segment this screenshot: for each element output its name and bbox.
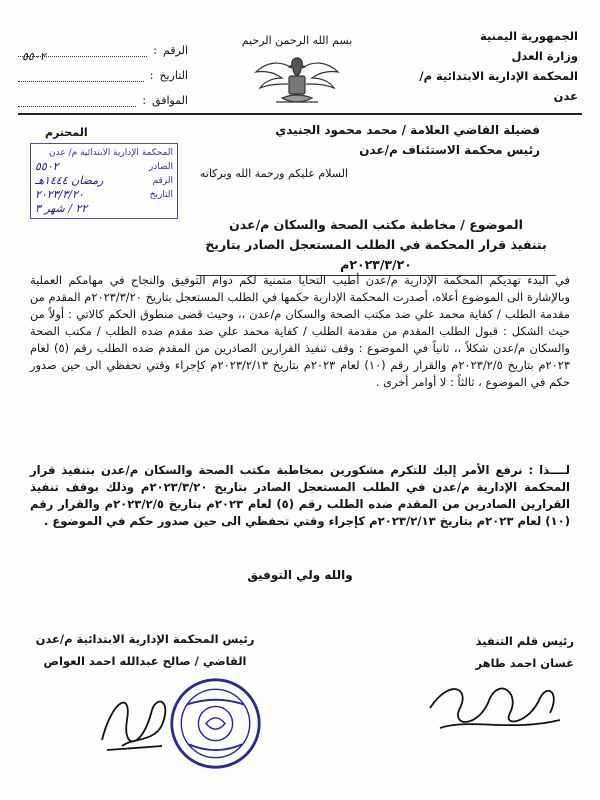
addressee-title: رئيس محكمة الاستئناف م/عدن	[359, 143, 540, 157]
reference-fields	[18, 38, 188, 113]
reference-number-row: الرقم : ٥٥٠٢	[18, 38, 188, 63]
honorific: المحترم	[45, 126, 88, 139]
stamp-section: الصادر	[148, 162, 173, 172]
addressee-name: فضيلة القاضي العلامة / محمد محمود الجنيدي	[275, 123, 540, 137]
date-value	[18, 69, 144, 82]
country-name: الجمهورية اليمنية	[479, 29, 578, 43]
header-divider	[18, 113, 582, 115]
court-president-title: رئيس المحكمة الإدارية الابتدائية م/عدن	[35, 632, 255, 646]
subject-line-2: بتنفيذ قرار المحكمة في الطلب المستعجل الصادر بتاريخ ٢٠٢٣/٣/٢٠م	[196, 235, 556, 276]
corresponding-value	[18, 94, 136, 107]
closing-line: والله ولي التوفيق	[247, 568, 353, 582]
court-president-signature-block	[30, 628, 260, 672]
body-paragraph: في البدء تهديكم المحكمة الإدارية م/عدن أطيب التحايا متمنية لكم دوام التوفيق والنجاح في مهامكم العملية وبالإشارة الى الموضوع أعلاه، أصدرت المحكمة الإدارية حكمها في الطلب المستعجل بتاريخ ٢٠٢٣/٣/٢٠م المقدم من مقدمة الطلب / كفاية محمد علي ضد مكتب الصحة والسكان م/عدن ،، وحيث قضى منطوق الحكم كالاتي : أولاً من حيث الشكل : قبول الطلب المقدم من مقدمة الطلب / كفاية محمد علي ضد مقدم ضده الطلب / مكتب الصحة والسكان م/عدن شكلاً ،، ثانياً في الموضوع : وقف تنفيذ القرارين الصادرين من المقدم ضده الطلب رقم (٥) لعام ٢٠٢٣م بتاريخ ٢٠٢٣/٢/٥م والقرار رقم (١٠) لعام ٢٠٢٣م بتاريخ ٢٠٢٣/٢/١٣م كإجراء وقتي تحفظي الى حين صدور حكم في الموضوع ، ثالثاً : لا أوامر أخرى .	[30, 273, 571, 389]
number-value: ٥٥٠٢	[18, 44, 147, 57]
execution-head-signature-icon	[410, 668, 570, 748]
reference-date-row: التاريخ :	[18, 63, 188, 88]
stamp-hw-note: ٢٢ / شهر ٣	[35, 202, 88, 215]
reference-corresponding-row: الموافق :	[18, 88, 188, 113]
subject-line-1: الموضوع / مخاطبة مكتب الصحة والسكان م/عدن	[229, 217, 523, 232]
greeting: السلام عليكم ورحمة الله وبركاته	[199, 167, 348, 180]
corresponding-label: الموافق	[152, 94, 188, 107]
number-label: الرقم	[162, 44, 188, 57]
basmala: بسم الله الرحمن الرحيم	[241, 34, 353, 47]
execution-head-title: رئيس قلم التنفيذ	[475, 634, 574, 648]
court-round-stamp-icon	[168, 676, 263, 771]
addressee-block	[200, 120, 540, 160]
stamp-hw-number: ٥٥٠٢	[35, 160, 59, 173]
ministry-name: وزارة العدل	[511, 49, 578, 63]
execution-head-name: غسان احمد طاهر	[475, 656, 574, 670]
stamp-hw-date: ٢٠٢٣/٣/٢٠	[35, 188, 84, 201]
court-name: المحكمة الإدارية الابتدائية م/عدن	[419, 69, 578, 103]
yemen-eagle-emblem-icon	[252, 52, 342, 108]
president-signature-icon	[92, 680, 182, 760]
stamp-date-label: التاريخ	[149, 190, 173, 200]
letterhead-right	[408, 26, 578, 106]
stamp-number-label: الرقم	[152, 176, 173, 186]
court-president-name: القاضي / صالح عبدالله احمد العواص	[43, 654, 247, 668]
outgoing-stamp	[30, 143, 178, 219]
request-paragraph: لــــذا : نرفع الأمر إليك للتكرم مشكورين بمخاطبة مكتب الصحة والسكان م/عدن بتنفيذ قرار المحكمة الإدارية م/عدن في الطلب المستعجل الصادر بتاريخ ٢٠٢٣/٣/٢٠م وذلك بوقف تنفيذ القرارين الصادرين من المقدم ضده الطلب رقم (٥) لعام ٢٠٢٣م بتاريخ ٢٠٢٣/٢/٥م والقرار رقم (١٠) لعام ٢٠٢٣م بتاريخ ٢٠٢٣/٢/١٣م كإجراء وقتي تحفظي الى حين صدور حكم في الموضوع .	[30, 463, 570, 528]
subject-block	[196, 215, 556, 276]
date-label: التاريخ	[159, 69, 188, 82]
stamp-court: المحكمة الإدارية الابتدائية م/ عدن	[49, 148, 173, 158]
stamp-hw-month: رمضان ١٤٤٤هـ	[35, 174, 104, 187]
